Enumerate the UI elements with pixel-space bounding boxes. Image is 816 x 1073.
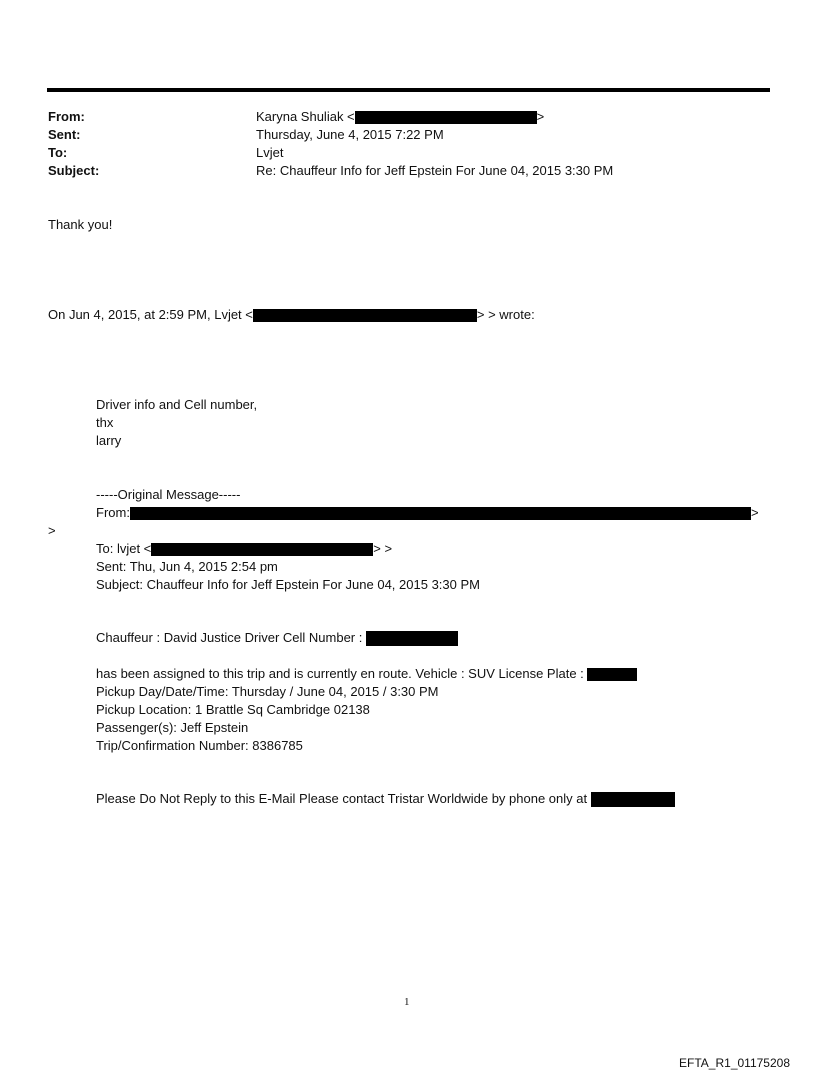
header-rule: [47, 88, 770, 92]
to-value: Lvjet: [256, 145, 284, 160]
from-tail: >: [536, 109, 545, 124]
to-label: To:: [48, 145, 68, 160]
thanks-text: Thank you!: [48, 217, 113, 232]
trip-number-line: Trip/Confirmation Number: 8386785: [96, 738, 303, 753]
quote-intro-post: > > wrote:: [476, 307, 535, 322]
orig-to-line: [96, 541, 392, 556]
redaction-box: [151, 543, 373, 556]
page-number: 1: [404, 996, 410, 1008]
redaction-box: [587, 668, 637, 681]
sent-value: Thursday, June 4, 2015 7:22 PM: [256, 127, 444, 142]
pickup-datetime-line: Pickup Day/Date/Time: Thursday / June 04, 2015 / 3:30 PM: [96, 684, 439, 699]
from-value: [256, 109, 544, 124]
orig-from-line: [96, 505, 759, 520]
signature-text: larry: [96, 433, 122, 448]
document-id: EFTA_R1_01175208: [679, 1056, 790, 1070]
redaction-box: [253, 309, 477, 322]
orig-from-tail: >: [750, 505, 759, 520]
subject-value: Re: Chauffeur Info for Jeff Epstein For June 04, 2015 3:30 PM: [256, 163, 614, 178]
from-label: From:: [48, 109, 85, 124]
sent-label: Sent:: [48, 127, 81, 142]
chauffeur-line: [96, 630, 458, 646]
redaction-box: [366, 631, 458, 646]
chauffeur-text: Chauffeur : David Justice Driver Cell Number :: [96, 630, 363, 645]
subject-label: Subject:: [48, 163, 100, 178]
orig-to-pre: To: lvjet <: [96, 541, 152, 556]
redaction-box: [130, 507, 751, 520]
quote-intro: [48, 307, 535, 322]
redaction-box: [355, 111, 537, 124]
passengers-line: Passenger(s): Jeff Epstein: [96, 720, 249, 735]
assigned-line: [96, 666, 637, 681]
orig-to-post: > >: [373, 541, 393, 556]
original-message-divider: -----Original Message-----: [96, 487, 241, 502]
orig-from-label: From:: [96, 505, 130, 520]
redaction-box: [591, 792, 675, 807]
pickup-location-line: Pickup Location: 1 Brattle Sq Cambridge 02138: [96, 702, 370, 717]
driver-info-text: Driver info and Cell number,: [96, 397, 258, 412]
do-not-reply-line: [96, 791, 675, 807]
stray-gt: >: [48, 523, 56, 538]
quote-intro-pre: On Jun 4, 2015, at 2:59 PM, Lvjet <: [48, 307, 253, 322]
orig-subject-line: Subject: Chauffeur Info for Jeff Epstein For June 04, 2015 3:30 PM: [96, 577, 480, 592]
do-not-reply-text: Please Do Not Reply to this E-Mail Please contact Tristar Worldwide by phone only at: [96, 791, 588, 806]
thx-text: thx: [96, 415, 114, 430]
orig-sent-line: Sent: Thu, Jun 4, 2015 2:54 pm: [96, 559, 278, 574]
from-name: Karyna Shuliak <: [256, 109, 355, 124]
assigned-text: has been assigned to this trip and is currently en route. Vehicle : SUV License Plate :: [96, 666, 584, 681]
